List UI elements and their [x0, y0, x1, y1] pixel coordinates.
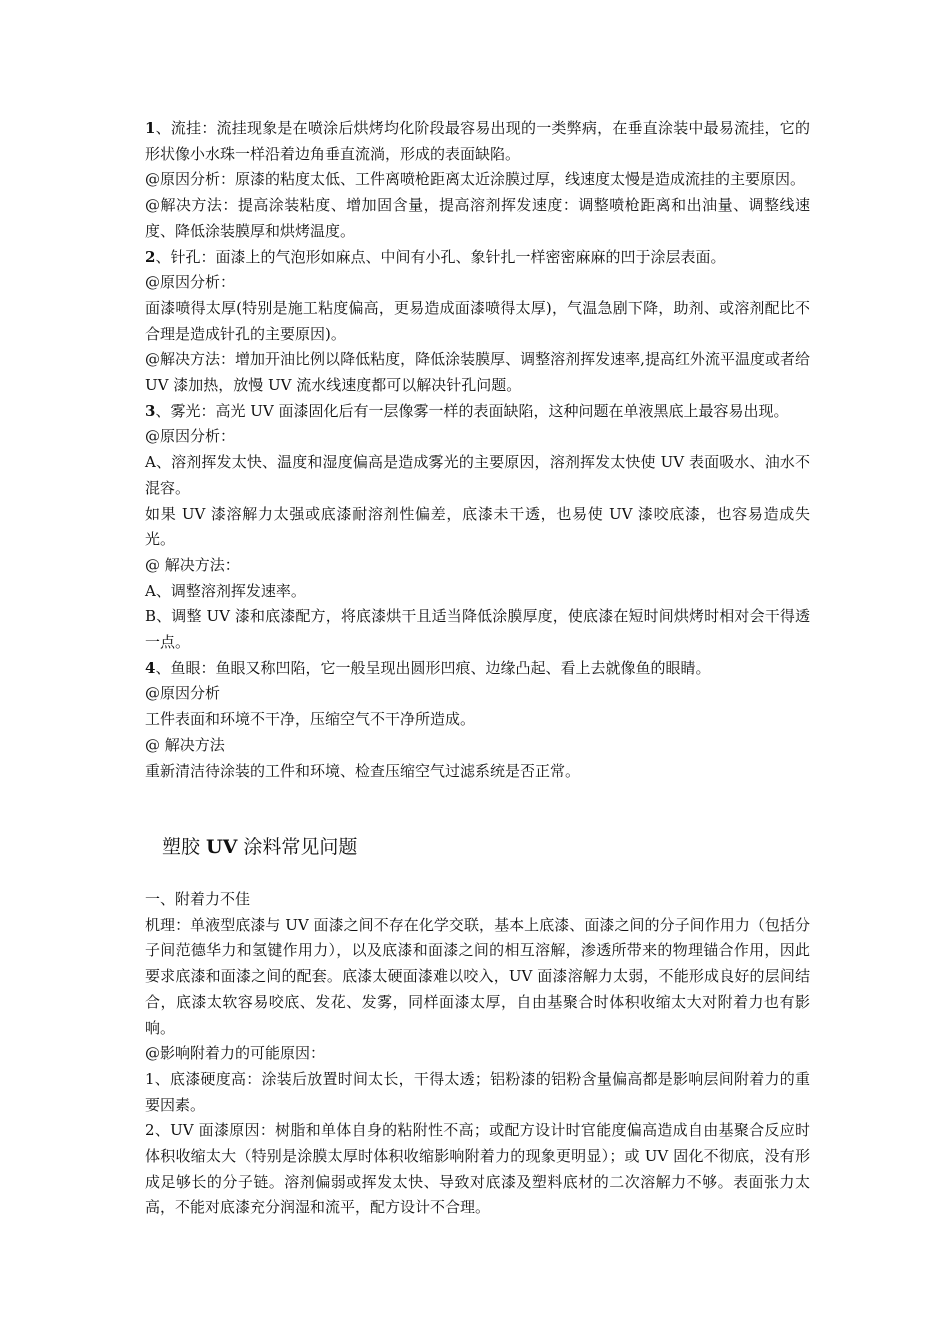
section-title — [162, 834, 357, 860]
sec3-text: 、雾光：高光 UV 面漆固化后有一层像雾一样的表面缺陷，这种问题在单液黑底上最容易出现。 — [155, 401, 789, 420]
adhesion-section — [145, 887, 810, 1221]
part1-factor2: 2、UV 面漆原因：树脂和单体自身的粘附性不高；或配方设计时官能度偏高造成自由基聚合反应时体积收缩太大（特别是涂膜太厚时体积收缩影响附着力的现象更明显）；或 UV 固化不彻底，没有形成足够长的分子链。溶剂偏弱或挥发太快、导致对底漆及塑料底材的二次溶解力不够。表面张力太高，不能对底漆充分润湿和流平，配方设计不合理。 — [145, 1121, 810, 1217]
sec4-text: 、鱼眼：鱼眼又称凹陷，它一般呈现出圆形凹痕、边缘凸起、看上去就像鱼的眼睛。 — [155, 658, 711, 677]
title-pre: 塑胶 — [162, 836, 207, 858]
sec4-solution: 重新清洁待涂装的工件和环境、检查压缩空气过滤系统是否正常。 — [145, 761, 581, 780]
sec2-text: 、针孔：面漆上的气泡形如麻点、中间有小孔、象针扎一样密密麻麻的凹于涂层表面。 — [155, 247, 726, 266]
part1-factors-label: @影响附着力的可能原因： — [145, 1044, 326, 1063]
sec1-cause: @原因分析：原漆的粘度太低、工件离喷枪距离太近涂膜过厚，线速度太慢是造成流挂的主要原因。 — [145, 170, 806, 189]
sec2-cause-label: @原因分析： — [145, 273, 236, 292]
sec4-paragraph — [145, 656, 810, 682]
sec3-paragraph — [145, 399, 810, 425]
sec4-number: 4 — [145, 658, 156, 677]
sec3-solution-b: B、调整 UV 漆和底漆配方，将底漆烘干且适当降低涂膜厚度，使底漆在短时间烘烤时相对会干得透一点。 — [145, 607, 810, 652]
sec1-solution: @解决方法：提高涂装粘度、增加固含量，提高溶剂挥发速度：调整喷枪距离和出油量、调整线速度、降低涂装膜厚和烘烤温度。 — [145, 196, 810, 240]
sec3-cause-a: A、溶剂挥发太快、温度和湿度偏高是造成雾光的主要原因，溶剂挥发太快使 UV 表面吸水、油水不混容。 — [145, 453, 810, 497]
sec3-cause-label: @原因分析： — [145, 427, 236, 446]
sec4-cause-label: @原因分析 — [145, 684, 221, 703]
sec3-solution-a: A、调整溶剂挥发速率。 — [145, 581, 306, 600]
sec4-cause: 工件表面和环境不干净，压缩空气不干净所造成。 — [145, 710, 476, 729]
sec3-cause-b: 如果 UV 漆溶解力太强或底漆耐溶剂性偏差，底漆未干透，也易使 UV 漆咬底漆，也容易造成失光。 — [145, 504, 810, 549]
title-post: 涂料常见问题 — [237, 836, 358, 858]
sec3-solution-label: @ 解决方法： — [145, 555, 240, 574]
sec2-paragraph — [145, 245, 810, 271]
sec1-text: 、流挂：流挂现象是在喷涂后烘烤均化阶段最容易出现的一类弊病，在垂直涂装中最易流挂，它的形状像小水珠一样沿着边角垂直流淌，形成的表面缺陷。 — [145, 119, 810, 163]
sec4-solution-label: @ 解决方法 — [145, 735, 225, 754]
sec1-number: 1 — [145, 119, 156, 137]
sec1-paragraph — [145, 116, 810, 167]
part1-factor1: 1、底漆硬度高：涂装后放置时间太长，干得太透；铝粉漆的铝粉含量偏高都是影响层间附着力的重要因素。 — [145, 1069, 810, 1114]
sec3-number: 3 — [145, 401, 156, 420]
sec2-solution: @解决方法：增加开油比例以降低粘度，降低涂装膜厚、调整溶剂挥发速率,提高红外流平温度或者给 UV 漆加热，放慢 UV 流水线速度都可以解决针孔问题。 — [145, 350, 810, 395]
part1-mechanism: 机理：单液型底漆与 UV 面漆之间不存在化学交联，基本上底漆、面漆之间的分子间作用力（包括分子间范德华力和氢键作用力），以及底漆和面漆之间的相互溶解，渗透所带来的物理锚合作用，因此要求底漆和面漆之间的配套。底漆太硬面漆难以咬入，UV 面漆溶解力太弱，不能形成良好的层间结合，底漆太软容易咬底、发花、发雾，同样面漆太厚，自由基聚合时体积收缩太大对附着力也有影响。 — [145, 915, 810, 1037]
sec2-cause: 面漆喷得太厚(特别是施工粘度偏高，更易造成面漆喷得太厚)，气温急剧下降，助剂、或溶剂配比不合理是造成针孔的主要原因)。 — [145, 298, 810, 343]
title-bold: UV — [206, 836, 238, 858]
sec2-number: 2 — [145, 247, 156, 266]
defects-section — [145, 116, 810, 784]
part1-heading: 一、附着力不佳 — [145, 890, 251, 908]
